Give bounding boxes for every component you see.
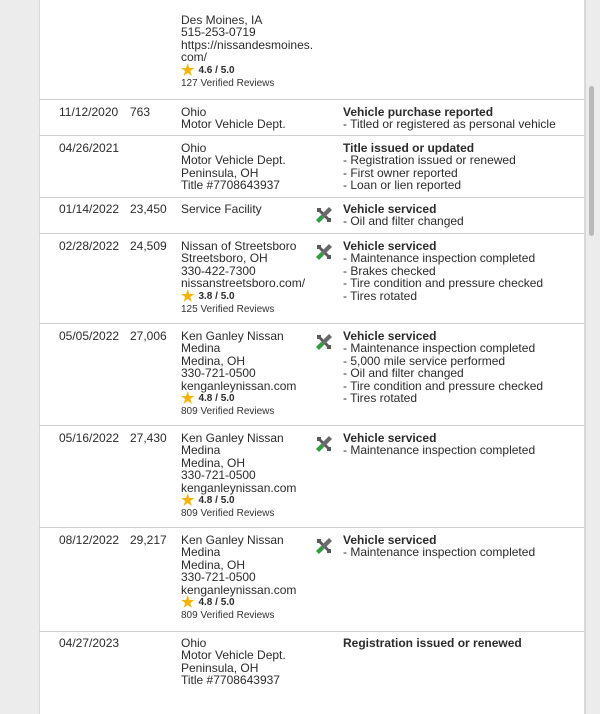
source-line: kenganleynissan.com <box>181 480 297 495</box>
row-details <box>343 142 516 192</box>
row-details <box>343 106 556 131</box>
source-line: Ohio <box>181 105 207 119</box>
source-line: Medina, OH <box>181 557 246 572</box>
table-row <box>39 631 584 714</box>
row-odometer: 23,450 <box>130 202 167 216</box>
row-details <box>343 637 522 649</box>
row-date: 08/12/2022 <box>59 533 120 547</box>
table-row <box>39 527 584 632</box>
row-source <box>181 432 296 521</box>
rating-value: 4.8 / 5.0 <box>198 393 235 405</box>
source-line: Ken Ganley Nissan <box>181 533 284 547</box>
event-detail: - Maintenance inspection completed <box>343 251 536 266</box>
row-date: 05/05/2022 <box>59 329 120 343</box>
source-line: Medina, OH <box>181 353 246 368</box>
rating <box>181 492 296 510</box>
row-source <box>181 14 313 90</box>
event-detail: - Oil and filter changed <box>343 366 464 381</box>
sheet-right-edge <box>584 0 585 714</box>
event-title: Vehicle purchase reported <box>343 105 494 119</box>
source-line: Des Moines, IA <box>181 13 263 27</box>
service-icon <box>314 434 334 454</box>
row-odometer: 763 <box>130 105 151 119</box>
star-icon: ★ <box>181 61 195 79</box>
service-icon <box>314 536 334 556</box>
source-line: Ohio <box>181 636 207 650</box>
rating <box>181 594 296 612</box>
event-detail: - Tires rotated <box>343 288 418 303</box>
source-line: Motor Vehicle Dept. <box>181 648 286 663</box>
source-line: Motor Vehicle Dept. <box>181 153 286 168</box>
event-title: Vehicle serviced <box>343 533 437 547</box>
rating <box>181 390 296 408</box>
row-details <box>343 203 464 228</box>
source-line: Medina <box>181 545 221 560</box>
source-line: 330-422-7300 <box>181 263 256 278</box>
row-date: 02/28/2022 <box>59 239 120 253</box>
table-row <box>39 323 584 426</box>
event-detail: - Tires rotated <box>343 391 418 406</box>
table-row <box>39 135 584 198</box>
row-source <box>181 240 305 316</box>
source-line: Ken Ganley Nissan <box>181 329 284 343</box>
source-line: com/ <box>181 50 208 65</box>
star-icon: ★ <box>181 492 195 510</box>
source-line: Ohio <box>181 141 207 155</box>
star-icon: ★ <box>181 287 195 305</box>
event-detail: - Titled or registered as personal vehicle <box>343 117 556 132</box>
service-icon <box>314 332 334 352</box>
table-row <box>39 233 584 324</box>
row-source <box>181 203 262 215</box>
table-row <box>39 197 584 234</box>
service-icon <box>314 205 334 225</box>
reviews-link[interactable]: 125 Verified Reviews <box>181 304 275 316</box>
event-detail: - Tire condition and pressure checked <box>343 378 544 393</box>
source-line: Title #7708643937 <box>181 673 280 688</box>
source-line: Medina <box>181 341 221 356</box>
row-date: 04/26/2021 <box>59 141 120 155</box>
source-line: Peninsula, OH <box>181 660 259 675</box>
row-odometer: 24,509 <box>130 239 167 253</box>
row-date: 04/27/2023 <box>59 636 120 650</box>
source-line: Nissan of Streetsboro <box>181 239 297 253</box>
star-icon: ★ <box>181 594 195 612</box>
row-odometer: 29,217 <box>130 533 167 547</box>
row-source <box>181 106 286 131</box>
table-row <box>39 99 584 136</box>
source-line: Motor Vehicle Dept. <box>181 117 286 132</box>
event-detail: - Oil and filter changed <box>343 214 464 229</box>
event-title: Registration issued or renewed <box>343 636 522 650</box>
source-line: 330-721-0500 <box>181 366 256 381</box>
row-odometer: 27,006 <box>130 329 167 343</box>
source-line: kenganleynissan.com <box>181 582 297 597</box>
row-source <box>181 534 296 623</box>
row-date: 01/14/2022 <box>59 202 120 216</box>
event-detail: - Maintenance inspection completed <box>343 341 536 356</box>
row-source <box>181 637 286 687</box>
source-line: Ken Ganley Nissan <box>181 431 284 445</box>
row-details <box>343 432 535 457</box>
row-source <box>181 330 296 419</box>
event-detail: - Registration issued or renewed <box>343 153 516 168</box>
source-line: 515-253-0719 <box>181 25 256 40</box>
row-odometer: 27,430 <box>130 431 167 445</box>
source-line: Service Facility <box>181 202 262 216</box>
event-title: Vehicle serviced <box>343 202 437 216</box>
event-title: Vehicle serviced <box>343 329 437 343</box>
reviews-link[interactable]: 809 Verified Reviews <box>181 406 275 418</box>
table-row <box>39 0 584 100</box>
event-detail: - 5,000 mile service performed <box>343 353 506 368</box>
star-icon: ★ <box>181 390 195 408</box>
reviews-link[interactable]: 127 Verified Reviews <box>181 78 275 90</box>
row-date: 11/12/2020 <box>59 105 119 119</box>
event-detail: - First owner reported <box>343 165 458 180</box>
table-row <box>39 425 584 528</box>
event-detail: - Maintenance inspection completed <box>343 545 536 560</box>
event-title: Title issued or updated <box>343 141 475 155</box>
scrollbar-thumb[interactable] <box>589 86 594 236</box>
event-detail: - Loan or lien reported <box>343 178 462 193</box>
row-details <box>343 240 543 302</box>
rating-value: 4.8 / 5.0 <box>198 495 235 507</box>
row-date: 05/16/2022 <box>59 431 120 445</box>
rating <box>181 287 305 305</box>
rating-value: 4.8 / 5.0 <box>198 597 235 609</box>
source-line: Title #7708643937 <box>181 178 280 193</box>
source-line: kenganleynissan.com <box>181 378 297 393</box>
reviews-link[interactable]: 809 Verified Reviews <box>181 610 275 622</box>
row-source <box>181 142 286 192</box>
event-title: Vehicle serviced <box>343 239 437 253</box>
source-line: 330-721-0500 <box>181 468 256 483</box>
row-details <box>343 534 535 559</box>
rating-value: 4.6 / 5.0 <box>198 64 235 76</box>
row-details <box>343 330 543 404</box>
event-detail: - Tire condition and pressure checked <box>343 276 544 291</box>
source-line: Medina <box>181 443 221 458</box>
event-detail: - Brakes checked <box>343 263 436 278</box>
rating-value: 3.8 / 5.0 <box>198 290 235 302</box>
source-line: nissanstreetsboro.com/ <box>181 276 306 291</box>
source-line: Medina, OH <box>181 455 246 470</box>
source-line: Peninsula, OH <box>181 165 259 180</box>
source-line: Streetsboro, OH <box>181 251 268 266</box>
rating <box>181 61 313 79</box>
event-title: Vehicle serviced <box>343 431 437 445</box>
reviews-link[interactable]: 809 Verified Reviews <box>181 508 275 520</box>
service-icon <box>314 242 334 262</box>
source-line: https://nissandesmoines. <box>181 37 314 52</box>
source-line: 330-721-0500 <box>181 570 256 585</box>
event-detail: - Maintenance inspection completed <box>343 443 536 458</box>
